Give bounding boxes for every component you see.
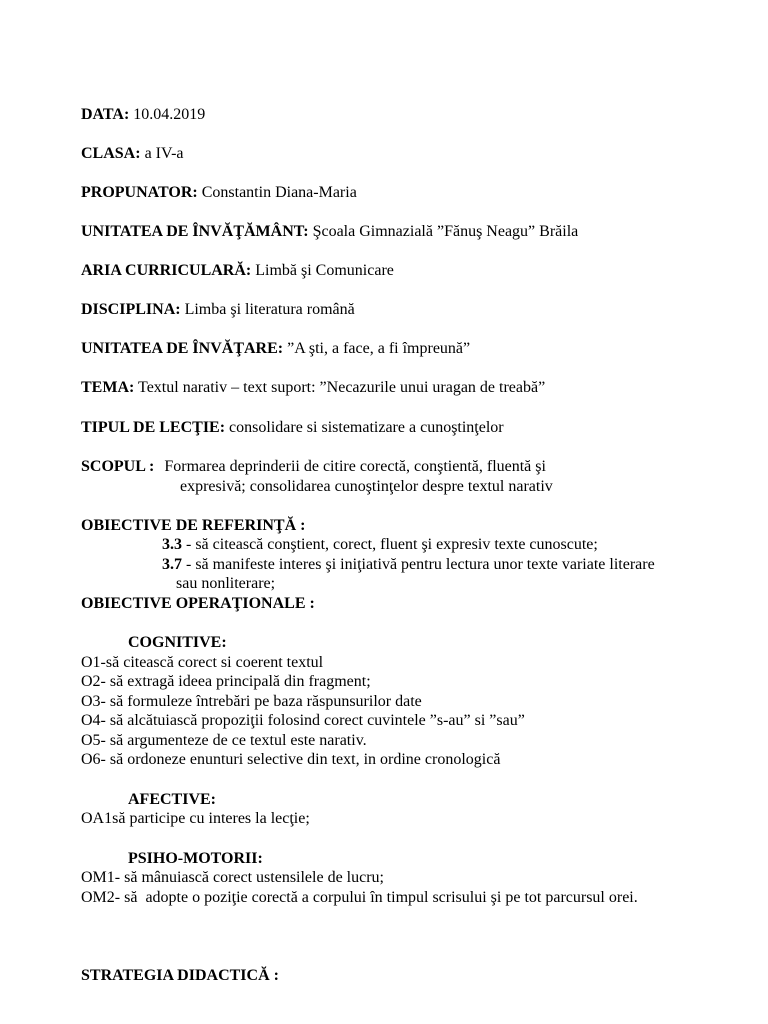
- unitatea-invatamant-value: Şcoala Gimnazială ”Fănuş Neagu” Brăila: [312, 223, 579, 240]
- list-item: O5- să argumenteze de ce textul este narativ.: [81, 732, 367, 749]
- obiectiv-referinta-item: [162, 535, 598, 555]
- aria-value: Limbă şi Comunicare: [255, 262, 394, 279]
- obiectiv-referinta-continuation: sau nonliterare;: [176, 575, 276, 592]
- obiectiv-code: 3.7: [162, 556, 182, 573]
- clasa-label: CLASA:: [81, 145, 141, 162]
- data-line: [81, 105, 205, 125]
- unitatea-invatare-value: ”A şti, a face, a fi împreună”: [287, 340, 471, 357]
- strategia-heading: STRATEGIA DIDACTICĂ :: [81, 967, 279, 984]
- obiective-referinta-heading: OBIECTIVE DE REFERINŢĂ :: [81, 517, 306, 534]
- disciplina-label: DISCIPLINA:: [81, 301, 181, 318]
- data-label: DATA:: [81, 106, 130, 123]
- propunator-value: Constantin Diana-Maria: [201, 184, 357, 201]
- tema-value: Textul narativ – text suport: ”Necazurile unui uragan de treabă”: [138, 379, 546, 396]
- psiho-motorii-heading: PSIHO-MOTORII:: [128, 850, 263, 867]
- scopul-value: Formarea deprinderii de citire corectă, conştientă, fluentă şi: [164, 458, 546, 475]
- tipul-lectie-label: TIPUL DE LECŢIE:: [81, 419, 226, 436]
- tema-label: TEMA:: [81, 379, 135, 396]
- unitatea-invatamant-label: UNITATEA DE ÎNVĂŢĂMÂNT:: [81, 223, 309, 240]
- obiectiv-text: - să citească conştient, corect, fluent şi expresiv texte cunoscute;: [182, 536, 598, 553]
- cognitive-heading: COGNITIVE:: [128, 634, 227, 651]
- list-item: O4- să alcătuiască propoziţii folosind corect cuvintele ”s-au” si ”sau”: [81, 712, 525, 729]
- aria-line: [81, 261, 394, 281]
- aria-label: ARIA CURRICULARĂ:: [81, 262, 252, 279]
- clasa-value: a IV-a: [144, 145, 184, 162]
- obiectiv-referinta-item: [162, 555, 655, 575]
- list-item: O2- să extragă ideea principală din fragment;: [81, 673, 371, 690]
- obiectiv-text: - să manifeste interes şi iniţiativă pentru lectura unor texte variate literare: [182, 556, 655, 573]
- unitatea-invatamant-line: [81, 222, 578, 242]
- tema-line: [81, 378, 545, 398]
- tipul-lectie-line: [81, 418, 504, 438]
- unitatea-invatare-line: [81, 339, 470, 359]
- scopul-continuation: expresivă; consolidarea cunoştinţelor despre textul narativ: [180, 478, 553, 495]
- list-item: O3- să formuleze întrebări pe baza răspunsurilor date: [81, 693, 422, 710]
- scopul-label: SCOPUL :: [81, 458, 155, 475]
- scopul-line: [81, 457, 546, 477]
- obiectiv-code: 3.3: [162, 536, 182, 553]
- disciplina-value: Limba şi literatura română: [184, 301, 355, 318]
- propunator-line: [81, 183, 357, 203]
- list-item: OA1să participe cu interes la lecţie;: [81, 810, 310, 827]
- list-item: OM1- să mânuiască corect ustensilele de lucru;: [81, 869, 384, 886]
- tipul-lectie-value: consolidare si sistematizare a cunoştinţelor: [229, 419, 504, 436]
- disciplina-line: [81, 300, 355, 320]
- unitatea-invatare-label: UNITATEA DE ÎNVĂŢARE:: [81, 340, 284, 357]
- list-item: O1-să citească corect si coerent textul: [81, 654, 324, 671]
- afective-heading: AFECTIVE:: [128, 791, 217, 808]
- list-item: OM2- să adopte o poziţie corectă a corpului în timpul scrisului şi pe tot parcursul orei.: [81, 889, 638, 906]
- list-item: O6- să ordoneze enunturi selective din text, in ordine cronologică: [81, 751, 501, 768]
- data-value: 10.04.2019: [133, 106, 206, 123]
- obiective-operationale-heading: OBIECTIVE OPERAŢIONALE :: [81, 595, 315, 612]
- propunator-label: PROPUNATOR:: [81, 184, 198, 201]
- clasa-line: [81, 144, 184, 164]
